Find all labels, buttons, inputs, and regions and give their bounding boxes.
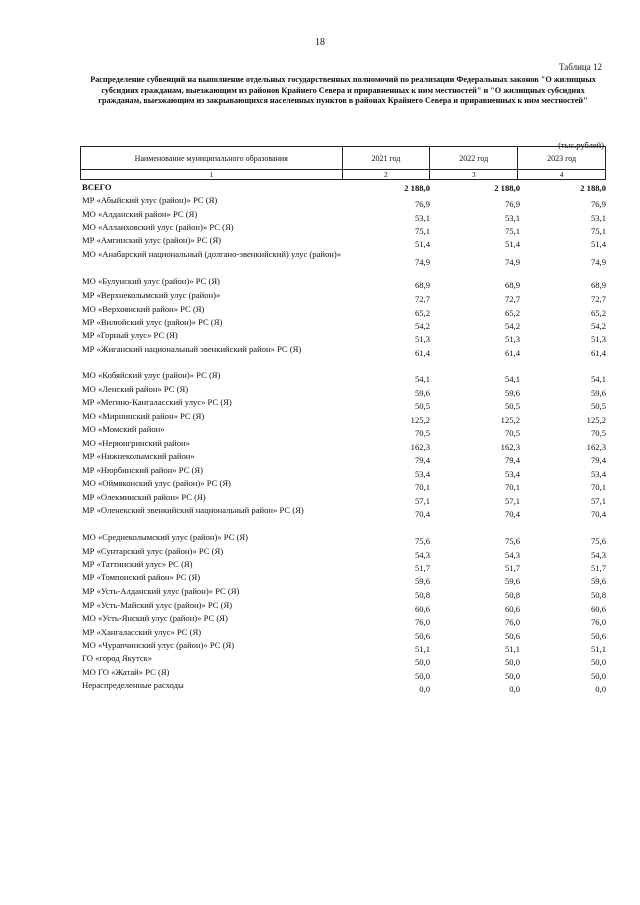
table-row bbox=[82, 572, 606, 584]
table-row bbox=[82, 276, 606, 288]
value-2023: 74,9 bbox=[590, 257, 606, 267]
table-row bbox=[82, 384, 606, 396]
value-2022: 51,7 bbox=[504, 563, 520, 573]
value-2021: 76,9 bbox=[414, 199, 430, 209]
value-2021: 60,6 bbox=[414, 604, 430, 614]
value-2022: 50,0 bbox=[504, 657, 520, 667]
value-2022: 54,1 bbox=[504, 374, 520, 384]
value-2023: 59,6 bbox=[590, 576, 606, 586]
row-name: МР «Оленекский эвенкийский национальный район» РС (Я) bbox=[82, 505, 304, 515]
value-2023: 51,3 bbox=[590, 334, 606, 344]
column-number-3: 3 bbox=[430, 170, 518, 180]
row-name: ВСЕГО bbox=[82, 182, 112, 192]
value-2022: 54,2 bbox=[504, 321, 520, 331]
value-2023: 75,1 bbox=[590, 226, 606, 236]
column-header-name: Наименование муниципального образования bbox=[81, 147, 343, 170]
value-2023: 51,1 bbox=[590, 644, 606, 654]
value-2022: 0,0 bbox=[509, 684, 520, 694]
row-name: МР «Верхнеколымский улус (район)» bbox=[82, 290, 221, 300]
table-row bbox=[82, 600, 606, 612]
value-2021: 51,1 bbox=[414, 644, 430, 654]
table-row bbox=[82, 451, 606, 463]
table-row bbox=[82, 586, 606, 598]
value-2023: 54,1 bbox=[590, 374, 606, 384]
row-name: МО ГО «Жатай» РС (Я) bbox=[82, 667, 170, 677]
value-2022: 70,4 bbox=[504, 509, 520, 519]
document-title: Распределение субвенций на выполнение отдельных государственных полномочий по реализации Федеральных законов "О жилищных субсидиях гражданам, выезжающим из районов Крайнего Севера и приравненных к ним местностей" и "О жилищных субсидиях гражданам, выезжающим из закрывающихся населенных пунктов в районах Крайнего Севера и приравненных к ним местностей" bbox=[90, 75, 596, 105]
value-2021: 70,4 bbox=[414, 509, 430, 519]
value-2022: 50,8 bbox=[504, 590, 520, 600]
value-2021: 125,2 bbox=[410, 415, 430, 425]
value-2023: 2 188,0 bbox=[580, 183, 606, 193]
table-row bbox=[82, 532, 606, 544]
value-2023: 76,9 bbox=[590, 199, 606, 209]
row-name: МО «Верхоянский район» РС (Я) bbox=[82, 304, 205, 314]
row-name: МР «Таттинский улус» РС (Я) bbox=[82, 559, 193, 569]
table-row bbox=[82, 249, 606, 273]
value-2021: 74,9 bbox=[414, 257, 430, 267]
units-label: (тыс.рублей) bbox=[558, 140, 604, 150]
column-number-2: 2 bbox=[342, 170, 430, 180]
row-name: МР «Горный улус» РС (Я) bbox=[82, 330, 178, 340]
row-name: МО «Мирнинский район» РС (Я) bbox=[82, 411, 205, 421]
value-2023: 76,0 bbox=[590, 617, 606, 627]
table-row bbox=[82, 465, 606, 477]
row-name: МР «Усть-Майский улус (район)» РС (Я) bbox=[82, 600, 233, 610]
column-number-1: 1 bbox=[81, 170, 343, 180]
value-2021: 50,0 bbox=[414, 671, 430, 681]
value-2022: 60,6 bbox=[504, 604, 520, 614]
table-row bbox=[82, 344, 606, 356]
value-2021: 50,0 bbox=[414, 657, 430, 667]
value-2022: 74,9 bbox=[504, 257, 520, 267]
table-row bbox=[82, 505, 606, 517]
value-2021: 70,1 bbox=[414, 482, 430, 492]
value-2022: 76,9 bbox=[504, 199, 520, 209]
row-name: МР «Амгинский улус (район)» РС (Я) bbox=[82, 235, 222, 245]
row-name: МО «Среднеколымский улус (район)» РС (Я) bbox=[82, 532, 249, 542]
value-2021: 59,6 bbox=[414, 576, 430, 586]
table-row bbox=[82, 222, 606, 234]
table-row bbox=[82, 653, 606, 665]
value-2023: 0,0 bbox=[595, 684, 606, 694]
row-name: МО «Ленский район» РС (Я) bbox=[82, 384, 189, 394]
row-name: МР «Сунтарский улус (район)» РС (Я) bbox=[82, 546, 224, 556]
value-2022: 50,0 bbox=[504, 671, 520, 681]
row-name: Нераспределенные расходы bbox=[82, 680, 184, 690]
value-2021: 54,1 bbox=[414, 374, 430, 384]
table-row bbox=[82, 640, 606, 652]
table-row bbox=[82, 680, 606, 692]
value-2022: 65,2 bbox=[504, 308, 520, 318]
value-2021: 59,6 bbox=[414, 388, 430, 398]
table-row bbox=[82, 613, 606, 625]
value-2022: 125,2 bbox=[500, 415, 520, 425]
value-2023: 70,1 bbox=[590, 482, 606, 492]
value-2021: 75,6 bbox=[414, 536, 430, 546]
value-2022: 72,7 bbox=[504, 294, 520, 304]
value-2023: 79,4 bbox=[590, 455, 606, 465]
value-2021: 0,0 bbox=[419, 684, 430, 694]
value-2023: 50,5 bbox=[590, 401, 606, 411]
value-2023: 53,1 bbox=[590, 213, 606, 223]
value-2021: 61,4 bbox=[414, 348, 430, 358]
row-name: МО «Кобяйский улус (район)» РС (Я) bbox=[82, 370, 221, 380]
value-2023: 70,5 bbox=[590, 428, 606, 438]
value-2023: 65,2 bbox=[590, 308, 606, 318]
value-2022: 51,4 bbox=[504, 239, 520, 249]
value-2023: 54,3 bbox=[590, 550, 606, 560]
table-row bbox=[82, 667, 606, 679]
value-2021: 75,1 bbox=[414, 226, 430, 236]
column-number-4: 4 bbox=[518, 170, 606, 180]
row-name: МР «Олекминский район» РС (Я) bbox=[82, 492, 206, 502]
value-2021: 70,5 bbox=[414, 428, 430, 438]
value-2022: 75,1 bbox=[504, 226, 520, 236]
row-name: МО «Оймяконский улус (район)» РС (Я) bbox=[82, 478, 231, 488]
row-name: МР «Томпонский район» РС (Я) bbox=[82, 572, 201, 582]
row-name: МО «Нерюнгринский район» bbox=[82, 438, 190, 448]
table-row bbox=[82, 559, 606, 571]
table-row bbox=[82, 195, 606, 207]
table-row bbox=[82, 304, 606, 316]
value-2022: 76,0 bbox=[504, 617, 520, 627]
value-2022: 70,5 bbox=[504, 428, 520, 438]
value-2023: 50,6 bbox=[590, 631, 606, 641]
value-2021: 51,7 bbox=[414, 563, 430, 573]
value-2021: 2 188,0 bbox=[404, 183, 430, 193]
value-2022: 2 188,0 bbox=[494, 183, 520, 193]
row-name: МО «Булунский улус (район)» РС (Я) bbox=[82, 276, 220, 286]
page-number: 18 bbox=[315, 37, 325, 48]
table-row bbox=[82, 370, 606, 382]
value-2023: 53,4 bbox=[590, 469, 606, 479]
row-name: МР «Хангаласский улус» РС (Я) bbox=[82, 627, 202, 637]
row-name: МР «Мегино-Кангаласский улус» РС (Я) bbox=[82, 397, 232, 407]
value-2022: 51,1 bbox=[504, 644, 520, 654]
value-2022: 53,1 bbox=[504, 213, 520, 223]
table-label: Таблица 12 bbox=[559, 62, 602, 72]
value-2021: 51,4 bbox=[414, 239, 430, 249]
value-2022: 54,3 bbox=[504, 550, 520, 560]
value-2023: 50,0 bbox=[590, 657, 606, 667]
value-2021: 68,9 bbox=[414, 280, 430, 290]
value-2023: 54,2 bbox=[590, 321, 606, 331]
value-2023: 51,4 bbox=[590, 239, 606, 249]
table-row bbox=[82, 438, 606, 450]
value-2022: 50,6 bbox=[504, 631, 520, 641]
value-2023: 162,3 bbox=[586, 442, 606, 452]
value-2023: 125,2 bbox=[586, 415, 606, 425]
table-row bbox=[82, 397, 606, 409]
value-2023: 72,7 bbox=[590, 294, 606, 304]
value-2023: 60,6 bbox=[590, 604, 606, 614]
table-row bbox=[82, 411, 606, 423]
value-2021: 162,3 bbox=[410, 442, 430, 452]
value-2022: 70,1 bbox=[504, 482, 520, 492]
value-2021: 54,2 bbox=[414, 321, 430, 331]
row-name: МР «Нижнеколымский район» bbox=[82, 451, 195, 461]
value-2022: 59,6 bbox=[504, 388, 520, 398]
value-2021: 72,7 bbox=[414, 294, 430, 304]
value-2023: 68,9 bbox=[590, 280, 606, 290]
row-name: МР «Абыйский улус (район)» РС (Я) bbox=[82, 195, 218, 205]
value-2021: 57,1 bbox=[414, 496, 430, 506]
row-name: МР «Вилюйский улус (район)» РС (Я) bbox=[82, 317, 223, 327]
table-row bbox=[82, 424, 606, 436]
row-name: МО «Момский район» bbox=[82, 424, 165, 434]
row-name: МР «Жиганский национальный эвенкийский район» РС (Я) bbox=[82, 344, 302, 354]
value-2021: 53,1 bbox=[414, 213, 430, 223]
table-row bbox=[82, 290, 606, 302]
value-2023: 50,0 bbox=[590, 671, 606, 681]
value-2023: 57,1 bbox=[590, 496, 606, 506]
value-2022: 59,6 bbox=[504, 576, 520, 586]
row-name: ГО «город Якутск» bbox=[82, 653, 153, 663]
value-2022: 75,6 bbox=[504, 536, 520, 546]
value-2022: 61,4 bbox=[504, 348, 520, 358]
table-row bbox=[82, 546, 606, 558]
row-name: МО «Усть-Янский улус (район)» РС (Я) bbox=[82, 613, 228, 623]
value-2021: 51,3 bbox=[414, 334, 430, 344]
column-header-2022: 2022 год bbox=[430, 147, 518, 170]
row-name: МО «Анабарский национальный (долгано-эвенкийский) улус (район)» bbox=[82, 249, 342, 259]
value-2023: 70,4 bbox=[590, 509, 606, 519]
value-2022: 57,1 bbox=[504, 496, 520, 506]
row-name: МО «Аллаиховский улус (район)» РС (Я) bbox=[82, 222, 234, 232]
value-2021: 79,4 bbox=[414, 455, 430, 465]
table-header bbox=[80, 146, 606, 180]
value-2023: 61,4 bbox=[590, 348, 606, 358]
row-name: МО «Чурапчинский улус (район)» РС (Я) bbox=[82, 640, 235, 650]
table-row bbox=[82, 627, 606, 639]
value-2021: 53,4 bbox=[414, 469, 430, 479]
table-row bbox=[82, 182, 606, 194]
value-2022: 53,4 bbox=[504, 469, 520, 479]
value-2021: 54,3 bbox=[414, 550, 430, 560]
value-2022: 162,3 bbox=[500, 442, 520, 452]
value-2023: 51,7 bbox=[590, 563, 606, 573]
value-2021: 65,2 bbox=[414, 308, 430, 318]
value-2022: 50,5 bbox=[504, 401, 520, 411]
value-2023: 75,6 bbox=[590, 536, 606, 546]
table-row bbox=[82, 492, 606, 504]
value-2021: 76,0 bbox=[414, 617, 430, 627]
table-row bbox=[82, 478, 606, 490]
value-2023: 50,8 bbox=[590, 590, 606, 600]
column-header-2023: 2023 год bbox=[518, 147, 606, 170]
value-2021: 50,6 bbox=[414, 631, 430, 641]
value-2022: 51,3 bbox=[504, 334, 520, 344]
value-2023: 59,6 bbox=[590, 388, 606, 398]
value-2021: 50,5 bbox=[414, 401, 430, 411]
value-2022: 79,4 bbox=[504, 455, 520, 465]
row-name: МР «Усть-Алданский улус (район)» РС (Я) bbox=[82, 586, 240, 596]
value-2021: 50,8 bbox=[414, 590, 430, 600]
table-row bbox=[82, 330, 606, 342]
row-name: МР «Нюрбинский район» РС (Я) bbox=[82, 465, 203, 475]
table-row bbox=[82, 317, 606, 329]
value-2022: 68,9 bbox=[504, 280, 520, 290]
row-name: МО «Алданский район» РС (Я) bbox=[82, 209, 198, 219]
table-row bbox=[82, 209, 606, 221]
column-header-2021: 2021 год bbox=[342, 147, 430, 170]
table-row bbox=[82, 235, 606, 247]
